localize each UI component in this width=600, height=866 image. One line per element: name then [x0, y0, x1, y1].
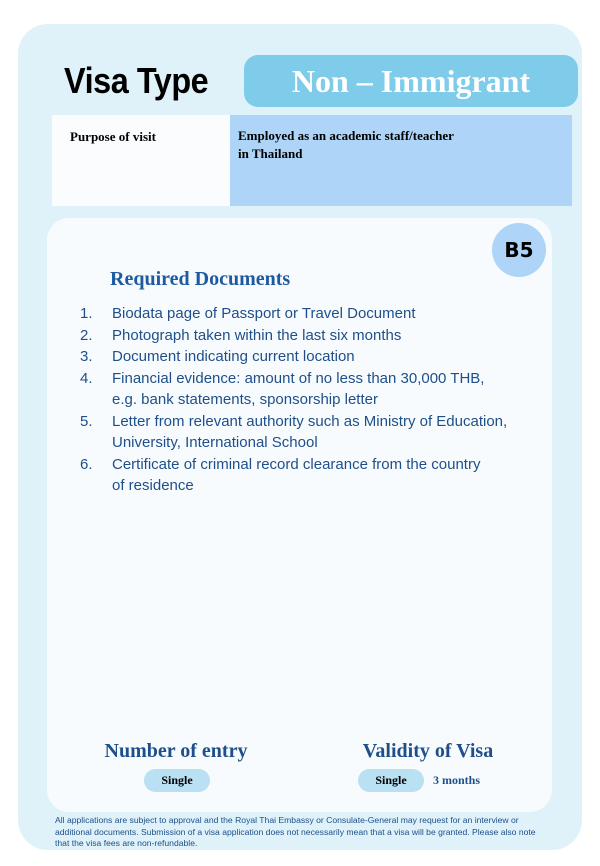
item-line: Financial evidence: amount of no less than 30,000 THB,	[112, 369, 485, 387]
item-text	[112, 368, 484, 411]
item-number: 1.	[80, 305, 93, 322]
item-line: Certificate of criminal record clearance from the country	[112, 455, 481, 473]
item-text	[112, 346, 355, 368]
visa-code-badge: B5	[492, 223, 546, 277]
item-line: Biodata page of Passport or Travel Document	[112, 305, 416, 322]
validity-duration: 3 months	[433, 773, 481, 787]
purpose-value	[230, 115, 572, 206]
document-item	[80, 303, 530, 325]
validity-entry: Single	[358, 769, 424, 792]
item-line: Letter from relevant authority such as Ministry of Education,	[112, 412, 508, 430]
document-item	[80, 411, 530, 454]
item-line: of residence	[112, 477, 194, 494]
document-item	[80, 346, 530, 368]
item-number: 5.	[80, 412, 93, 430]
required-documents-list	[80, 303, 530, 497]
item-text	[112, 454, 480, 497]
item-number: 3.	[80, 348, 93, 365]
item-text	[112, 325, 401, 347]
purpose-table	[52, 115, 572, 206]
item-line: Photograph taken within the last six months	[112, 326, 402, 344]
item-line: University, International School	[112, 434, 318, 451]
item-number: 4.	[80, 369, 93, 387]
document-item	[80, 454, 530, 497]
validity-title: Validity of Visa	[362, 740, 494, 762]
item-text	[112, 411, 507, 454]
visa-type-value: Non – Immigrant	[244, 55, 578, 107]
purpose-line: in Thailand	[238, 146, 303, 161]
item-line: e.g. bank statements, sponsorship letter	[112, 391, 378, 408]
document-item	[80, 325, 530, 347]
required-documents-title: Required Documents	[110, 268, 291, 290]
item-text	[112, 303, 416, 325]
entry-value: Single	[144, 769, 210, 792]
document-item	[80, 368, 530, 411]
disclaimer: All applications are subject to approval and the Royal Thai Embassy or Consulate-General may request for an interview or additional documents. Submission of a visa application does not necessarily mean that a visa will be granted. Please also note that the visa fees are non-refundable.	[55, 815, 536, 848]
item-line: Document indicating current location	[112, 348, 355, 365]
purpose-line: Employed as an academic staff/teacher	[238, 128, 454, 143]
visa-type-heading: Visa Type	[64, 60, 209, 101]
item-number: 2.	[80, 326, 93, 344]
purpose-label: Purpose of visit	[52, 115, 230, 206]
number-of-entry-title: Number of entry	[104, 740, 248, 762]
item-number: 6.	[80, 455, 93, 473]
